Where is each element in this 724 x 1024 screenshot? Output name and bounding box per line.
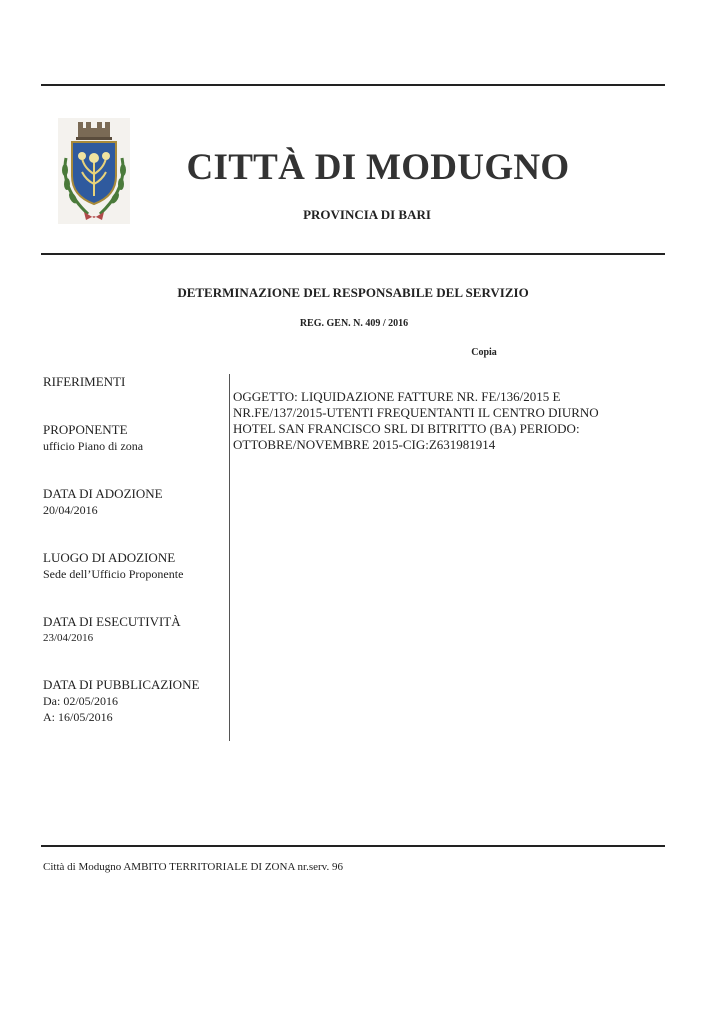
data-esecutivita-label: DATA DI ESECUTIVITÀ xyxy=(43,614,181,629)
city-title: CITTÀ DI MODUGNO xyxy=(186,147,570,188)
riferimenti-label: RIFERIMENTI xyxy=(43,374,126,389)
data-pubblicazione-field xyxy=(43,677,225,725)
registry-number: REG. GEN. N. 409 / 2016 xyxy=(299,318,409,329)
copy-label: Copia xyxy=(471,347,497,358)
footer-text: Città di Modugno AMBITO TERRITORIALE DI ZONA nr.serv. 96 xyxy=(43,861,343,873)
subject-line: OTTOBRE/NOVEMBRE 2015-CIG:Z631981914 xyxy=(233,437,496,452)
header-divider xyxy=(41,253,665,255)
subject-line: HOTEL SAN FRANCISCO SRL DI BITRITTO (BA) PERIODO: xyxy=(233,421,580,436)
proponente-value: ufficio Piano di zona xyxy=(43,439,144,453)
data-esecutivita-value: 23/04/2016 xyxy=(43,632,94,644)
document-type-heading: DETERMINAZIONE DEL RESPONSABILE DEL SERVIZIO xyxy=(177,285,529,300)
data-esecutivita-field xyxy=(43,614,225,646)
data-pubblicazione-to: A: 16/05/2016 xyxy=(43,710,113,724)
data-adozione-value: 20/04/2016 xyxy=(43,503,98,517)
province-subtitle: PROVINCIA DI BARI xyxy=(303,207,431,222)
proponente-label: PROPONENTE xyxy=(43,422,128,437)
data-pubblicazione-from: Da: 02/05/2016 xyxy=(43,694,118,708)
column-divider xyxy=(229,374,230,741)
data-adozione-field xyxy=(43,486,225,518)
subject-block xyxy=(233,389,633,453)
proponente-field xyxy=(43,422,225,454)
coat-of-arms-icon xyxy=(58,118,130,224)
riferimenti-field xyxy=(43,374,225,390)
subject-line: OGGETTO: LIQUIDAZIONE FATTURE NR. FE/136/2015 E xyxy=(233,389,561,404)
data-adozione-label: DATA DI ADOZIONE xyxy=(43,486,163,501)
luogo-adozione-field xyxy=(43,550,225,582)
data-pubblicazione-label: DATA DI PUBBLICAZIONE xyxy=(43,677,200,692)
footer-divider xyxy=(41,845,665,847)
luogo-adozione-label: LUOGO DI ADOZIONE xyxy=(43,550,176,565)
subject-line: NR.FE/137/2015-UTENTI FREQUENTANTI IL CENTRO DIURNO xyxy=(233,405,599,420)
luogo-adozione-value: Sede dell’Ufficio Proponente xyxy=(43,567,184,581)
top-divider xyxy=(41,84,665,86)
